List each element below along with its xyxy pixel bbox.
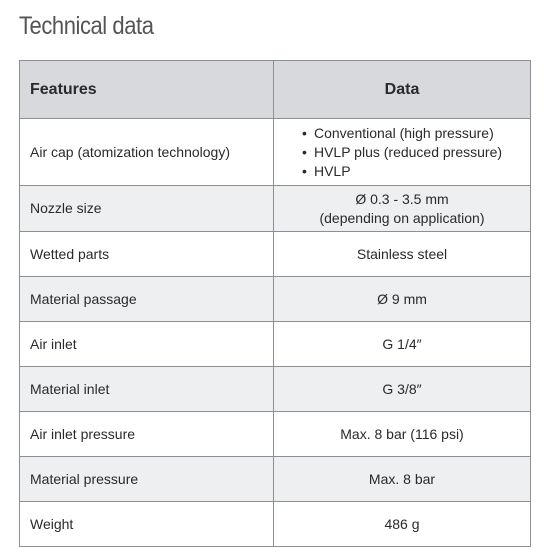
feature-air-cap: Air cap (atomization technology) bbox=[20, 119, 274, 186]
feature-material-passage: Material passage bbox=[20, 277, 274, 322]
page-title: Technical data bbox=[19, 12, 154, 40]
value-material-pressure: Max. 8 bar bbox=[274, 457, 531, 502]
table-row bbox=[20, 186, 531, 232]
feature-weight: Weight bbox=[20, 502, 274, 547]
header-features: Features bbox=[20, 61, 274, 119]
table-row bbox=[20, 367, 531, 412]
bullet-item: • HVLP bbox=[302, 162, 502, 181]
value-air-inlet: G 1/4″ bbox=[274, 322, 531, 367]
bullet-item: • Conventional (high pressure) bbox=[302, 124, 502, 143]
header-data: Data bbox=[274, 61, 531, 119]
value-weight: 486 g bbox=[274, 502, 531, 547]
feature-wetted-parts: Wetted parts bbox=[20, 232, 274, 277]
table-row bbox=[20, 412, 531, 457]
value-material-passage: Ø 9 mm bbox=[274, 277, 531, 322]
table-row bbox=[20, 232, 531, 277]
feature-material-pressure: Material pressure bbox=[20, 457, 274, 502]
table-row bbox=[20, 277, 531, 322]
nozzle-size-range: Ø 0.3 - 3.5 mm bbox=[355, 190, 449, 207]
value-air-cap bbox=[274, 119, 531, 186]
table-row bbox=[20, 119, 531, 186]
nozzle-size-note: (depending on application) bbox=[319, 209, 485, 226]
value-wetted-parts: Stainless steel bbox=[274, 232, 531, 277]
feature-nozzle-size: Nozzle size bbox=[20, 186, 274, 232]
feature-air-inlet: Air inlet bbox=[20, 322, 274, 367]
air-cap-bullet-list bbox=[302, 124, 502, 181]
table-row bbox=[20, 457, 531, 502]
value-nozzle-size bbox=[274, 186, 531, 232]
value-material-inlet: G 3/8″ bbox=[274, 367, 531, 412]
value-air-inlet-pressure: Max. 8 bar (116 psi) bbox=[274, 412, 531, 457]
table-row bbox=[20, 502, 531, 547]
table-row bbox=[20, 322, 531, 367]
bullet-item: • HVLP plus (reduced pressure) bbox=[302, 143, 502, 162]
technical-data-table bbox=[19, 60, 531, 547]
feature-material-inlet: Material inlet bbox=[20, 367, 274, 412]
table-header-row bbox=[20, 61, 531, 119]
feature-air-inlet-pressure: Air inlet pressure bbox=[20, 412, 274, 457]
